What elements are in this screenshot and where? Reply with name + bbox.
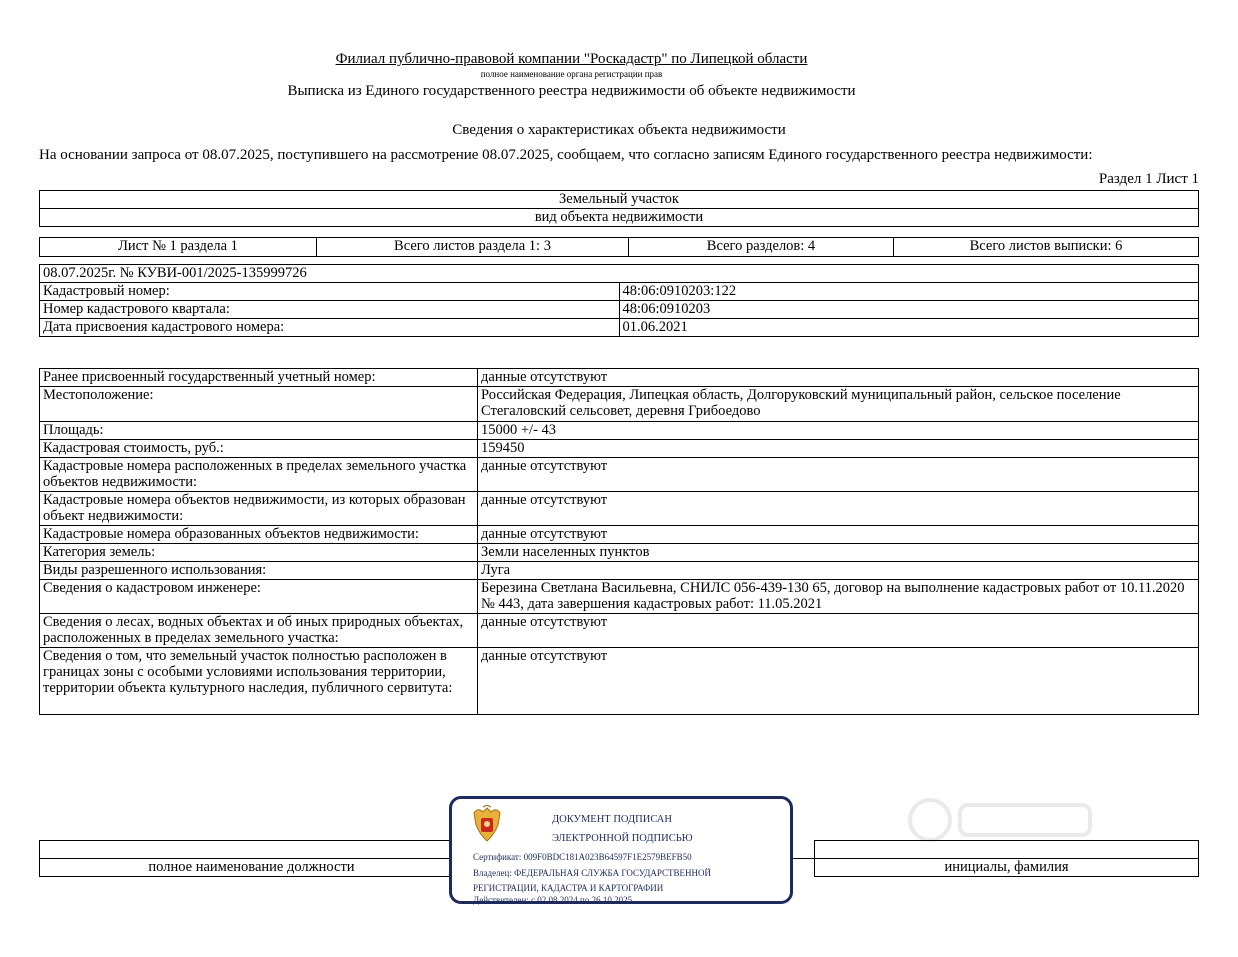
table-row [40,562,1199,580]
sheets-table [39,237,1199,257]
row-value: Российская Федерация, Липецкая область, Долгоруковский муниципальный район, сельское поселение Стегаловский сельсовет, деревня Грибоедово [478,387,1199,422]
total-sheets-section: Всего листов раздела 1: 3 [317,238,629,257]
table-row [40,492,1199,526]
row-value: Земли населенных пунктов [478,544,1199,562]
table-row [40,526,1199,544]
row-label: Местоположение: [40,387,478,422]
agency-caption: полное наименование органа регистрации прав [480,69,663,79]
table-row [40,369,1199,387]
row-value: 15000 +/- 43 [478,422,1199,440]
total-sheets-extract: Всего листов выписки: 6 [894,238,1199,257]
row-value: 48:06:0910203:122 [619,283,1199,301]
object-type: Земельный участок [40,191,1199,209]
details-table [39,368,1199,715]
row-label: Кадастровый номер: [40,283,620,301]
row-value: 159450 [478,440,1199,458]
table-row [40,614,1199,648]
object-type-table [39,190,1199,227]
electronic-signature-stamp [449,796,793,904]
stamp-owner-2: РЕГИСТРАЦИИ, КАДАСТРА И КАРТОГРАФИИ [473,883,664,893]
row-value: данные отсутствуют [478,492,1199,526]
name-caption: инициалы, фамилия [815,859,1199,877]
row-label: Категория земель: [40,544,478,562]
total-sections: Всего разделов: 4 [629,238,894,257]
row-label: Сведения о кадастровом инженере: [40,580,478,614]
table-row [40,301,1199,319]
table-row [40,387,1199,422]
table-row [40,458,1199,492]
row-label: Кадастровые номера расположенных в пределах земельного участка объектов недвижимости: [40,458,478,492]
row-label: Виды разрешенного использования: [40,562,478,580]
stamp-line-1: ДОКУМЕНТ ПОДПИСАН [552,814,672,825]
agency-name: Филиал публично-правовой компании "Роскадастр" по Липецкой области [335,51,808,67]
table-row [40,580,1199,614]
stamp-certificate: Сертификат: 009F0BDC181A023B64597F1E2579BEFB50 [473,852,692,862]
row-value: Луга [478,562,1199,580]
position-blank [40,841,464,859]
row-label: Кадастровая стоимость, руб.: [40,440,478,458]
section-title: Сведения о характеристиках объекта недвижимости [452,122,786,138]
stamp-line-2: ЭЛЕКТРОННОЙ ПОДПИСЬЮ [552,833,693,844]
row-value: данные отсутствуют [478,369,1199,387]
extract-number: 08.07.2025г. № КУВИ-001/2025-135999726 [40,265,1199,283]
row-label: Сведения о том, что земельный участок полностью расположен в границах зоны с особыми условиями использования территории, территории объекта культурного наследия, публичного сервитута: [40,648,478,715]
row-label: Ранее присвоенный государственный учетный номер: [40,369,478,387]
table-row [40,648,1199,715]
section-reference: Раздел 1 Лист 1 [1098,171,1199,187]
row-value: данные отсутствуют [478,526,1199,544]
table-row [40,283,1199,301]
row-label: Кадастровые номера объектов недвижимости, из которых образован объект недвижимости: [40,492,478,526]
table-row [40,544,1199,562]
row-label: Номер кадастрового квартала: [40,301,620,319]
coat-of-arms-icon [470,805,504,845]
table-row [40,422,1199,440]
table-row [40,440,1199,458]
stamp-owner: Владелец: ФЕДЕРАЛЬНАЯ СЛУЖБА ГОСУДАРСТВЕННОЙ [473,868,712,878]
row-value: данные отсутствуют [478,614,1199,648]
row-value: Березина Светлана Васильевна, СНИЛС 056-439-130 65, договор на выполнение кадастровых работ от 10.11.2020 № 443, дата завершения кадастровых работ: 11.05.2021 [478,580,1199,614]
row-value: 01.06.2021 [619,319,1199,337]
row-label: Сведения о лесах, водных объектах и об иных природных объектах, расположенных в пределах земельного участка: [40,614,478,648]
row-label: Дата присвоения кадастрового номера: [40,319,620,337]
watermark-icon [900,790,1100,850]
document-title: Выписка из Единого государственного реестра недвижимости об объекте недвижимости [287,83,856,99]
row-value: данные отсутствуют [478,458,1199,492]
sheet-number: Лист № 1 раздела 1 [40,238,317,257]
row-label: Кадастровые номера образованных объектов недвижимости: [40,526,478,544]
row-label: Площадь: [40,422,478,440]
stamp-validity: Действителен: с 02.08.2024 по 26.10.2025 [473,895,633,905]
position-caption: полное наименование должности [40,859,464,877]
row-value: данные отсутствуют [478,648,1199,715]
basis-text: На основании запроса от 08.07.2025, поступившего на рассмотрение 08.07.2025, сообщаем, что согласно записям Единого государственного реестра недвижимости: [39,147,1093,163]
table-row [40,319,1199,337]
object-type-caption: вид объекта недвижимости [40,209,1199,227]
ident-table [39,264,1199,337]
row-value: 48:06:0910203 [619,301,1199,319]
